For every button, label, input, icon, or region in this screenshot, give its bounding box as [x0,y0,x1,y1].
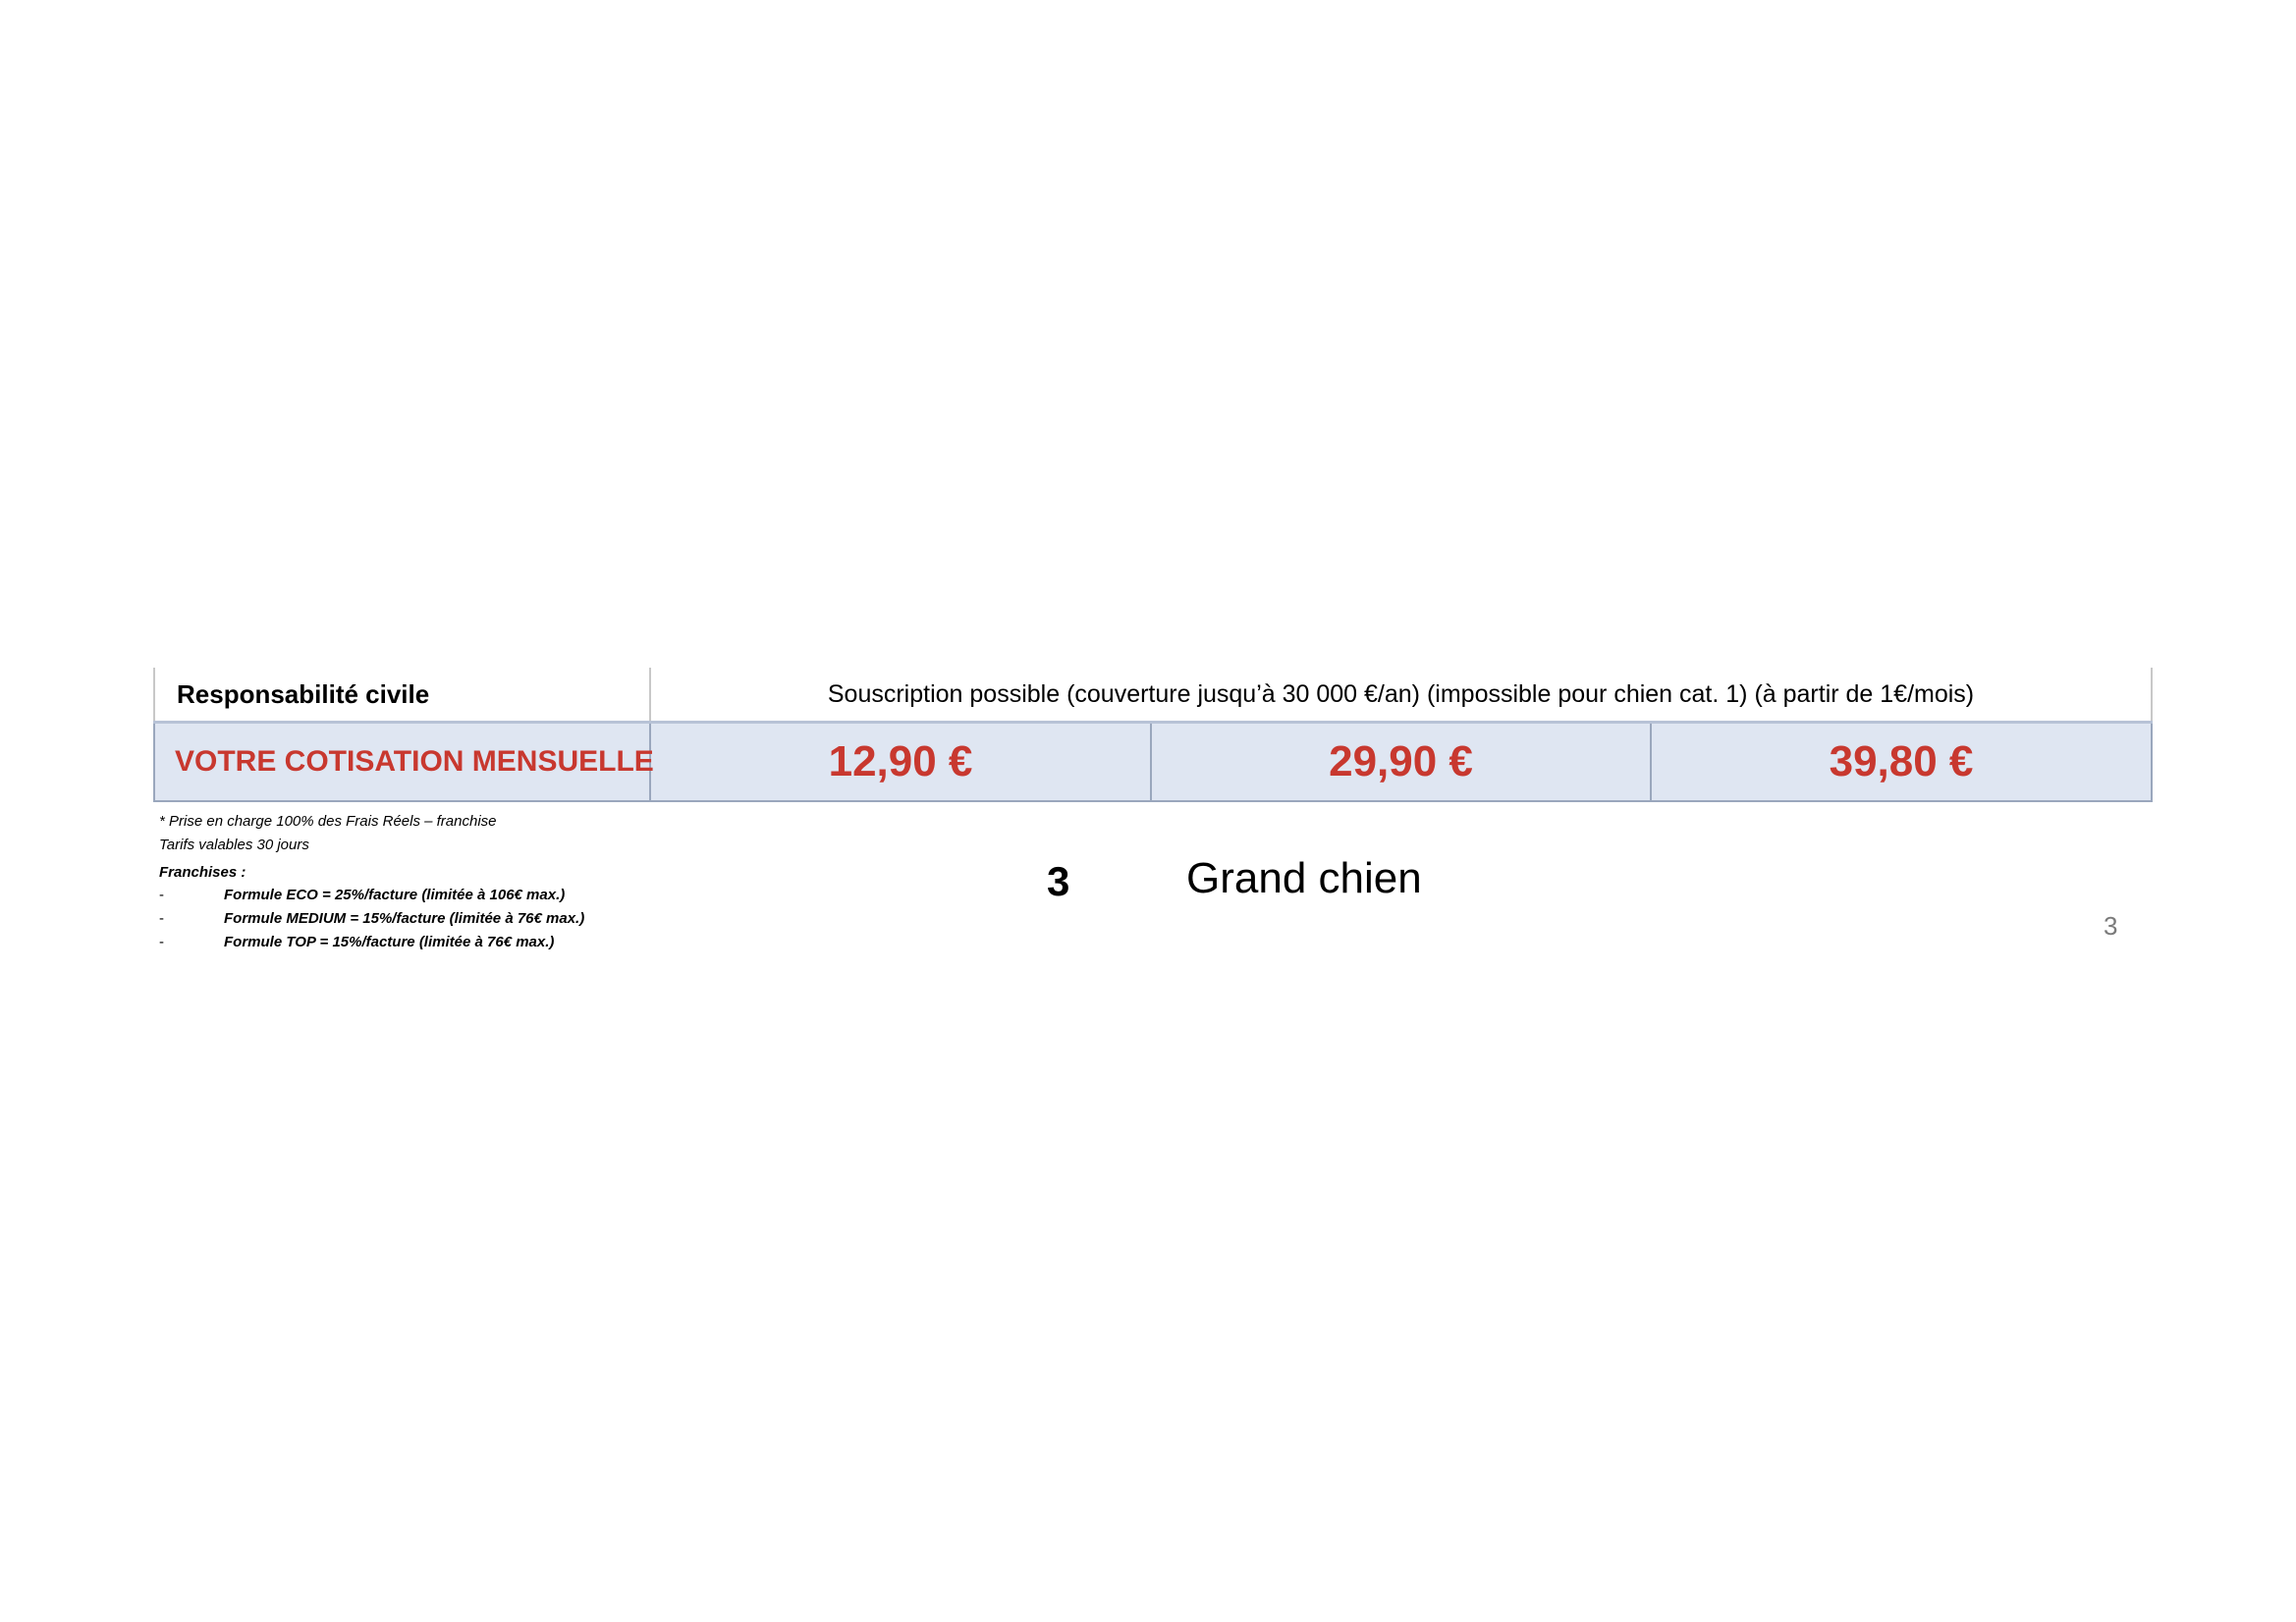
price-top: 39,80 € [1651,723,2152,802]
franchises-title: Franchises : [159,864,246,881]
bullet-dash: - [159,910,164,927]
franchise-medium: Formule MEDIUM = 15%/facture (limitée à 76€ max.) [224,910,585,927]
price-medium: 29,90 € [1151,723,1651,802]
rc-row [154,668,2152,723]
footnote-line-2: Tarifs valables 30 jours [159,837,309,853]
footnotes [159,811,584,954]
rc-label: Responsabilité civile [154,668,650,723]
cotisation-row [154,723,2152,802]
bullet-dash: - [159,887,164,903]
price-eco: 12,90 € [650,723,1151,802]
franchise-item [159,907,584,931]
section-title: Grand chien [1186,854,1422,902]
pricing-table [153,668,2153,802]
footnote-line-1: * Prise en charge 100% des Frais Réels – franchise [159,813,497,830]
bullet-dash: - [159,934,164,950]
page-number: 3 [2104,911,2118,941]
franchise-item [159,931,584,954]
section-number: 3 [1047,858,1070,904]
rc-value: Souscription possible (couverture jusqu’à 30 000 €/an) (impossible pour chien cat. 1) (à partir de 1€/mois) [650,668,2152,723]
franchise-eco: Formule ECO = 25%/facture (limitée à 106€ max.) [224,887,566,903]
franchise-top: Formule TOP = 15%/facture (limitée à 76€ max.) [224,934,555,950]
franchise-item [159,884,584,907]
cotisation-label: VOTRE COTISATION MENSUELLE [154,723,650,802]
